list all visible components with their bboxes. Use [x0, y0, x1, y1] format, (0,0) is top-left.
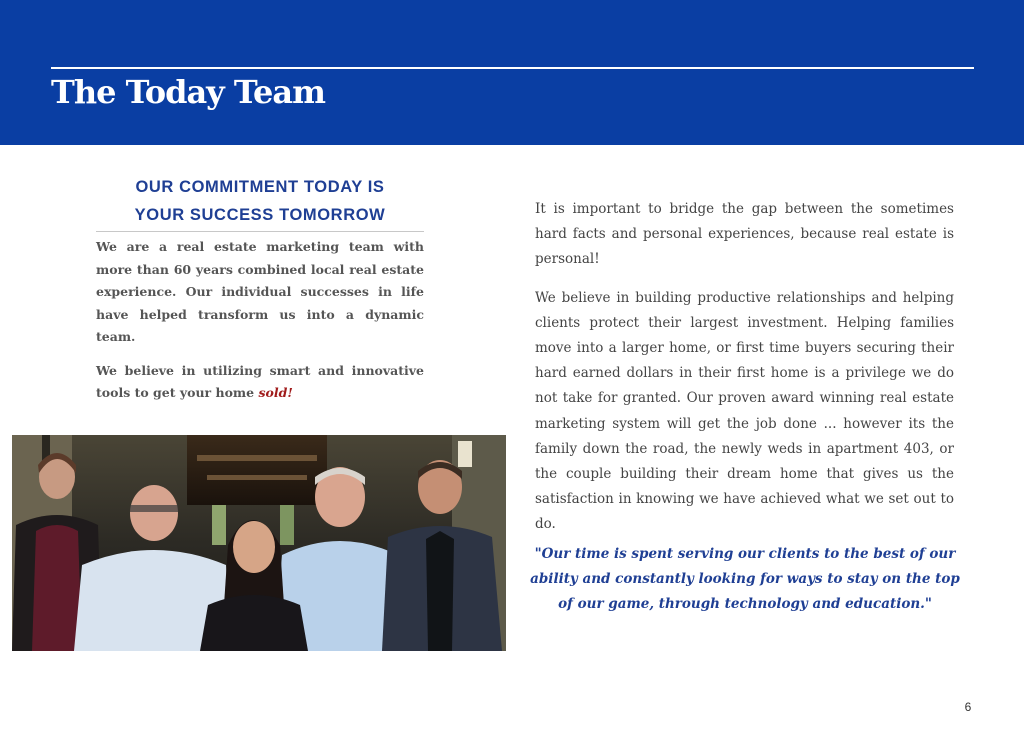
tools-paragraph-text: We believe in utilizing smart and innovative tools to get your home [96, 362, 424, 400]
intro-paragraph: We are a real estate marketing team with more than 60 years combined local real estate experience. Our individual successes in life have helped transform us into a dynamic team. [96, 239, 424, 344]
left-column-text [96, 236, 424, 416]
right-column-text [535, 197, 954, 551]
relationships-paragraph: We believe in building productive relationships and helping clients protect their largest investment. Helping families move into a larger home, or first time buyers securing their hard earned dollars in their first home is a privilege we do not take for granted. Our proven award winning real estate marketing system will get the job done ... however its the family down the road, the newly weds in apartment 403, or the couple building their dream home that gives us the satisfaction in knowing we have achieved what we set out to do. [535, 289, 954, 533]
team-quote: "Our time is spent serving our clients to the best of our ability and constantly looking for ways to stay on the top of our game, through technology and education." [530, 546, 960, 612]
team-photo [12, 435, 506, 651]
header-divider [51, 67, 974, 69]
page-number: 6 [964, 700, 972, 714]
commitment-divider [96, 231, 424, 232]
bridge-paragraph: It is important to bridge the gap between the sometimes hard facts and personal experiences, because real estate is personal! [535, 201, 954, 268]
commitment-line-2: YOUR SUCCESS TOMORROW [134, 206, 386, 224]
tools-paragraph [96, 360, 424, 405]
header-banner [0, 0, 1024, 145]
page-title: The Today Team [51, 73, 325, 111]
sold-emphasis: sold! [258, 385, 293, 400]
commitment-heading [96, 173, 424, 229]
commitment-line-1: OUR COMMITMENT TODAY IS [135, 178, 385, 196]
